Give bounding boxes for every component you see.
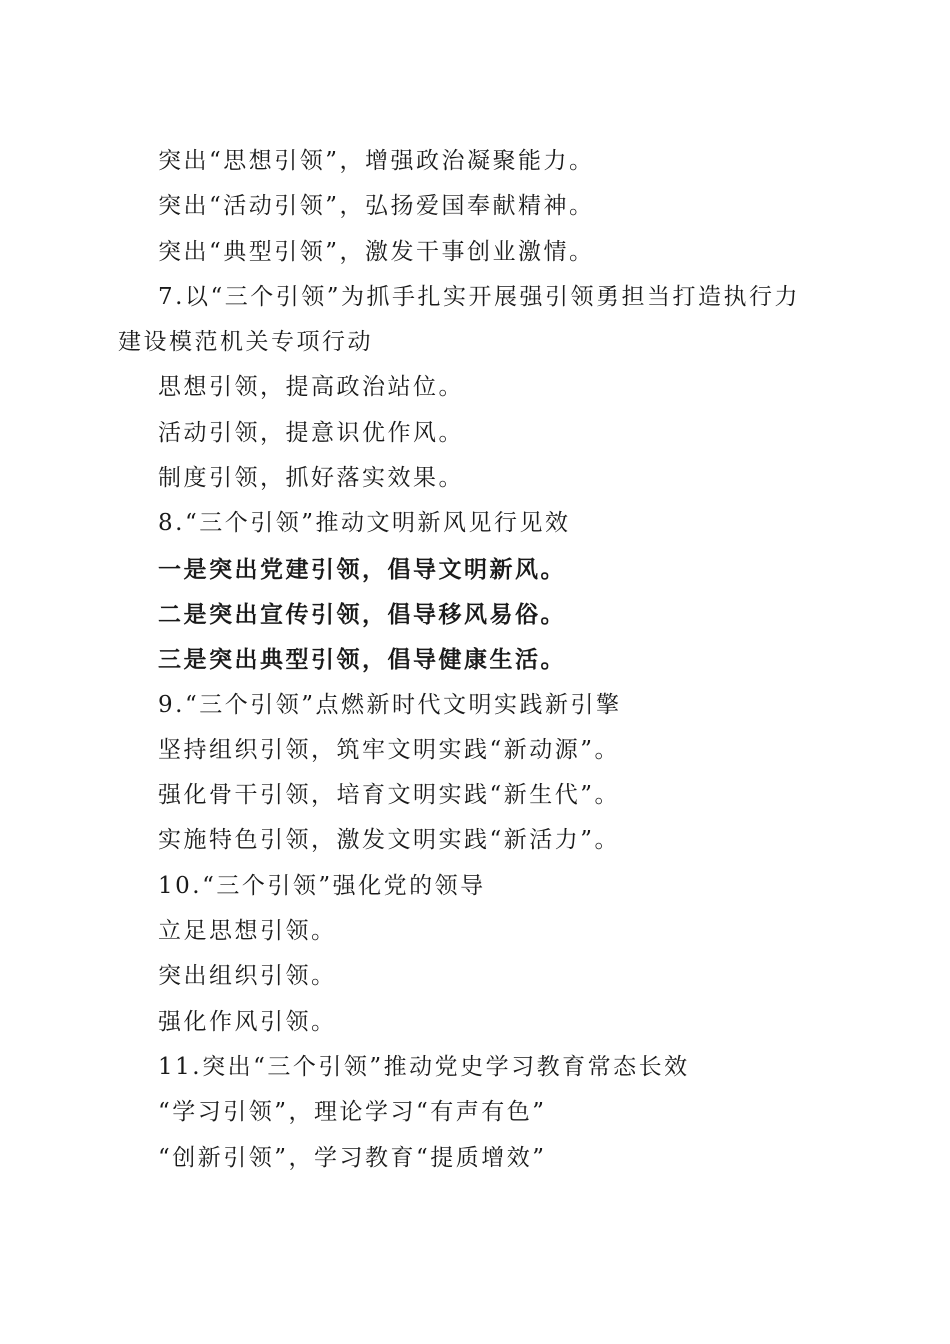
paragraph-line-bold: 二是突出宣传引领，倡导移风易俗。 xyxy=(158,600,566,628)
paragraph-line: 实施特色引领，激发文明实践“新活力”。 xyxy=(158,827,621,854)
paragraph-line: 坚持组织引领，筑牢文明实践“新动源”。 xyxy=(158,736,621,763)
paragraph-line: “学习引领”，理论学习“有声有色” xyxy=(158,1099,547,1126)
paragraph-line: 思想引领，提高政治站位。 xyxy=(158,374,464,401)
section-heading-10: 10.“三个引领”强化党的领导 xyxy=(158,872,486,899)
paragraph-line: 强化作风引领。 xyxy=(158,1008,337,1035)
paragraph-line-bold: 三是突出典型引领，倡导健康生活。 xyxy=(158,646,566,674)
paragraph-line: 突出“思想引领”，增强政治凝聚能力。 xyxy=(158,148,595,174)
paragraph-line: 制度引领，抓好落实效果。 xyxy=(158,465,464,492)
paragraph-line: 强化骨干引领，培育文明实践“新生代”。 xyxy=(158,782,621,809)
paragraph-line: 突出“活动引领”，弘扬爱国奉献精神。 xyxy=(158,193,595,220)
paragraph-line: 突出“典型引领”，激发干事创业激情。 xyxy=(158,238,595,265)
paragraph-line: 立足思想引领。 xyxy=(158,918,337,945)
section-heading-8: 8.“三个引领”推动文明新风见行见效 xyxy=(158,510,571,537)
paragraph-line: “创新引领”，学习教育“提质增效” xyxy=(158,1144,547,1171)
section-heading-7-continued: 建设模范机关专项行动 xyxy=(118,329,373,356)
section-heading-9: 9.“三个引领”点燃新时代文明实践新引擎 xyxy=(158,691,622,718)
paragraph-line: 突出组织引领。 xyxy=(158,963,337,990)
section-heading-11: 11.突出“三个引领”推动党史学习教育常态长效 xyxy=(158,1053,690,1080)
section-heading-7: 7.以“三个引领”为抓手扎实开展强引领勇担当打造执行力 xyxy=(158,283,800,310)
paragraph-line-bold: 一是突出党建引领，倡导文明新风。 xyxy=(158,555,566,583)
paragraph-line: 活动引领，提意识优作风。 xyxy=(158,419,464,446)
document-body xyxy=(118,139,838,1181)
